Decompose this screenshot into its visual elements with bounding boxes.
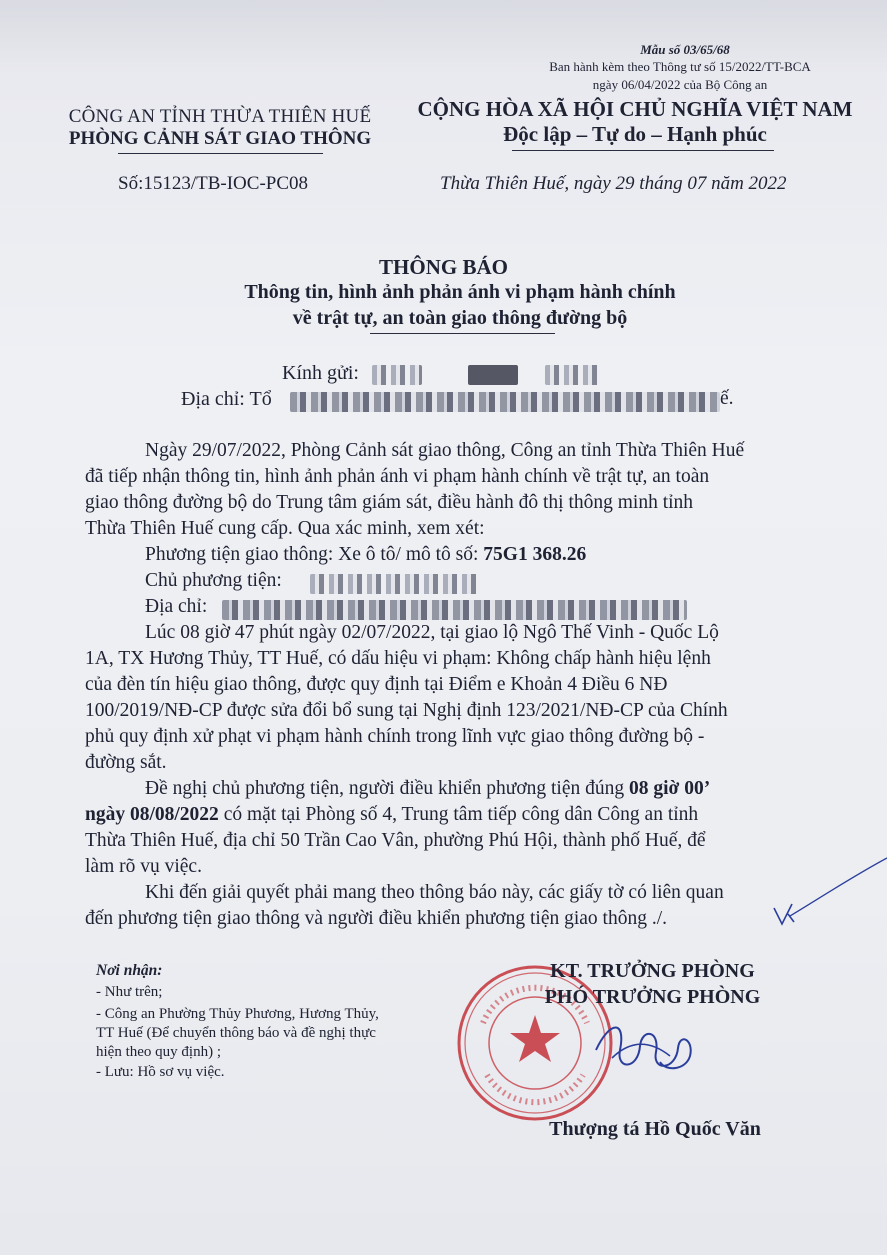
document-subtitle-line1: Thông tin, hình ảnh phản ánh vi phạm hành chính	[244, 281, 676, 303]
body-p2-line1: Lúc 08 giờ 47 phút ngày 02/07/2022, tại giao lộ Ngô Thế Vinh - Quốc Lộ	[145, 622, 719, 643]
body-p2-line4: 100/2019/NĐ-CP được sửa đổi bổ sung tại Nghị định 123/2021/NĐ-CP của Chính	[85, 700, 728, 721]
body-p4-line1: Khi đến giải quyết phải mang theo thông báo này, các giấy tờ có liên quan	[145, 882, 724, 903]
body-p2-line5: phủ quy định xử phạt vi phạm hành chính trong lĩnh vực giao thông đường bộ -	[85, 726, 705, 747]
body-p1-line4: Thừa Thiên Huế cung cấp. Qua xác minh, xem xét:	[85, 518, 485, 539]
redacted-recipient-name	[372, 365, 422, 385]
body-p1-line1: Ngày 29/07/2022, Phòng Cảnh sát giao thông, Công an tỉnh Thừa Thiên Huế	[145, 440, 745, 461]
document-number: Số:15123/TB-IOC-PC08	[118, 173, 309, 194]
body-p4-line2: đến phương tiện giao thông và người điều khiển phương tiện giao thông ./.	[85, 908, 668, 929]
nation-title: CỘNG HÒA XÃ HỘI CHỦ NGHĨA VIỆT NAM	[417, 97, 853, 121]
owner-label: Chủ phương tiện:	[145, 570, 282, 591]
vehicle-label: Phương tiện giao thông: Xe ô tô/ mô tô số:	[145, 544, 484, 565]
body-p3-line2	[85, 804, 698, 826]
body-p2-line6: đường sắt.	[85, 752, 167, 773]
motto-underline	[512, 150, 774, 151]
issued-with-line2: ngày 06/04/2022 của Bộ Công an	[592, 77, 768, 92]
signature-title: KT. TRƯỞNG PHÒNG	[550, 960, 755, 982]
p3-text-2: có mặt tại Phòng số 4, Trung tâm tiếp công dân Công an tỉnh	[218, 804, 699, 825]
signature-subtitle: PHÓ TRƯỞNG PHÒNG	[544, 986, 761, 1008]
body-p1-line2: đã tiếp nhận thông tin, hình ảnh phản ánh vi phạm hành chính về trật tự, an toàn	[85, 466, 710, 487]
recipients-item3: - Lưu: Hồ sơ vụ việc.	[96, 1064, 225, 1080]
document-title: THÔNG BÁO	[379, 255, 508, 279]
redacted-recipient-name-block	[468, 365, 518, 385]
issued-with-line1: Ban hành kèm theo Thông tư số 15/2022/TT-BCA	[549, 59, 811, 74]
document-subtitle-line2: về trật tự, an toàn giao thông đường bộ	[292, 307, 628, 329]
body-p3-line1	[145, 778, 710, 800]
agency-name: PHÒNG CẢNH SÁT GIAO THÔNG	[68, 128, 372, 149]
recipients-item2-line1: - Công an Phường Thủy Phương, Hương Thủy,	[96, 1006, 379, 1022]
title-underline	[370, 333, 555, 334]
agency-parent: CÔNG AN TỈNH THỪA THIÊN HUẾ	[68, 106, 372, 127]
license-plate: 75G1 368.26	[483, 544, 587, 565]
vehicle-line	[145, 544, 586, 566]
body-p1-line3: giao thông đường bộ do Trung tâm giám sát, điều hành đô thị thông minh tỉnh	[85, 492, 694, 513]
body-p3-line4: làm rõ vụ việc.	[85, 856, 202, 877]
redacted-owner-address	[222, 600, 687, 620]
body-p2-line2: 1A, TX Hương Thủy, TT Huế, có dấu hiệu vi phạm: Không chấp hành hiệu lệnh	[85, 648, 711, 669]
recipients-item2-line2: TT Huế (Để chuyển thông báo và đề nghị thực	[96, 1025, 376, 1041]
body-p2-line3: của đèn tín hiệu giao thông, được quy định tại Điểm e Khoản 4 Điều 6 NĐ	[85, 674, 668, 695]
redacted-recipient-address	[290, 392, 720, 412]
address-end: ế.	[720, 388, 734, 409]
appointment-date: ngày 08/08/2022	[85, 804, 219, 825]
redacted-owner-name	[310, 574, 480, 594]
appointment-time: 08 giờ 00’	[629, 778, 711, 799]
signature-icon	[590, 1010, 700, 1080]
signer-name: Thượng tá Hồ Quốc Văn	[549, 1118, 761, 1140]
form-number: Mẫu số 03/65/68	[640, 42, 730, 57]
address-label: Địa chỉ: Tổ	[181, 388, 272, 410]
p3-text: Đề nghị chủ phương tiện, người điều khiển phương tiện đúng	[145, 778, 629, 799]
recipients-item2-line3: hiện theo quy định) ;	[96, 1044, 221, 1060]
agency-underline	[118, 153, 323, 154]
recipients-heading: Nơi nhận:	[96, 962, 163, 979]
body-p3-line3: Thừa Thiên Huế, địa chỉ 50 Trần Cao Vân, phường Phú Hội, thành phố Huế, để	[85, 830, 706, 851]
redacted-recipient-name-tail	[545, 365, 600, 385]
place-date: Thừa Thiên Huế, ngày 29 tháng 07 năm 2022	[440, 173, 787, 194]
nation-motto: Độc lập – Tự do – Hạnh phúc	[503, 122, 767, 146]
pen-stroke-icon	[790, 848, 887, 918]
owner-address-label: Địa chỉ:	[145, 596, 208, 617]
recipients-item1: - Như trên;	[96, 984, 163, 1000]
to-label: Kính gửi:	[282, 362, 359, 384]
